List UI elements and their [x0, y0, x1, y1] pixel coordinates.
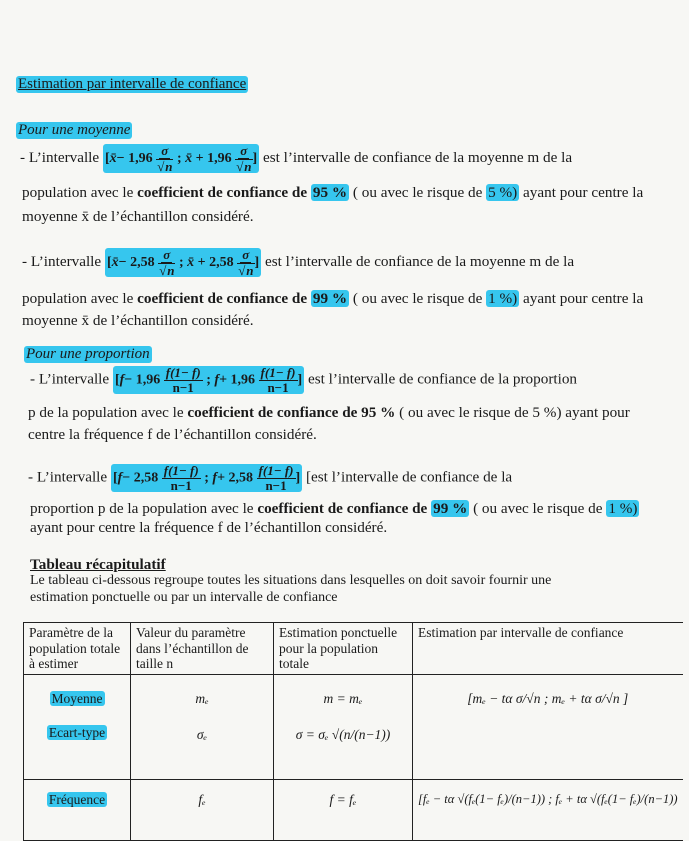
item-text: est l’intervalle de confiance de la moyenne m de la	[262, 149, 573, 167]
risk-pct: 1 %)	[488, 290, 518, 307]
item-text: centre la fréquence f de l’échantillon considéré.	[28, 426, 317, 443]
item-text: est l’intervalle de confiance de la moyenne m de la	[264, 253, 575, 271]
value-text: mₑ	[195, 690, 209, 706]
item-text: ayant pour centre la	[519, 290, 644, 307]
item-prefix: - L’intervalle	[22, 253, 102, 271]
param-label: Fréquence	[48, 791, 106, 807]
interval-cell: [fₑ − tα √(fₑ(1− fₑ)/(n−1)) ; fₑ + tα √(fₑ(1− fₑ)/(n−1))	[413, 779, 683, 840]
item-text: ayant pour centre la fréquence f de l’échantillon considéré.	[30, 519, 388, 536]
recap-heading: Tableau récapitulatif	[30, 556, 166, 573]
item-prefix: - L’intervalle	[20, 149, 100, 167]
item-text: ( ou avec le risque de	[349, 290, 487, 307]
item-text: ayant pour centre la	[519, 184, 644, 201]
table-row	[24, 674, 683, 779]
interval-formula: [f− 1,96 $\frac{f(1- f)}{n-1}$ ; f+ 1,96 $\frac{f(1- f)}{n-1}$ ]	[114, 365, 303, 395]
item-text: ( ou avec le risque de	[469, 500, 607, 517]
item-bold: coefficient de confiance de	[137, 184, 311, 201]
value-text: σₑ	[196, 726, 208, 742]
item-text: est l’intervalle de confiance de la proportion	[307, 370, 578, 388]
page-title: Estimation par intervalle de confiance	[18, 76, 247, 92]
item-text: moyenne x̄ de l’échantillon considéré.	[22, 208, 254, 225]
item-prefix: - L’intervalle	[30, 370, 110, 388]
interval-formula: [f− 2,58 $\frac{f(1- f)}{n-1}$ ; f+ 2,58 $\frac{f(1- f)}{n-1}$ ]	[112, 463, 301, 493]
point-text: m = mₑ	[323, 690, 363, 706]
value-cell: fₑ	[131, 779, 274, 840]
point-cell: f = fₑ	[274, 779, 413, 840]
item-text: ( ou avec le risque de	[349, 184, 487, 201]
point-cell	[274, 674, 413, 779]
interval-cell: [mₑ − tα σ/√n ; mₑ + tα σ/√n ]	[413, 674, 683, 779]
item-text: population avec le	[22, 290, 138, 307]
table-header-row	[24, 623, 683, 675]
column-header: Estimation par intervalle de confiance	[413, 623, 683, 675]
column-header: Valeur du paramètre dans l’échantillon de taille n	[131, 623, 274, 675]
item-bold: coefficient de confiance de	[257, 500, 432, 517]
recap-table	[23, 622, 683, 841]
confidence-pct: 99 %	[312, 290, 348, 307]
item-text: moyenne x̄ de l’échantillon considéré.	[22, 312, 254, 329]
interval-formula: [x̄− 1,96 σ √ n ; x̄ + 1,96 σ √ n ]	[103, 144, 259, 173]
risk-pct: 1 %)	[608, 500, 638, 517]
interval-formula: [x̄− 2,58 σ √ n ; x̄ + 2,58 σ √ n ]	[105, 248, 261, 277]
recap-intro: estimation ponctuelle ou par un intervalle de confiance	[30, 590, 338, 605]
param-label: Moyenne	[51, 690, 103, 706]
item-text: [est l’intervalle de confiance de la	[305, 468, 513, 486]
column-header: Estimation ponctuelle pour la population totale	[274, 623, 413, 675]
recap-intro: Le tableau ci-dessous regroupe toutes les situations dans lesquelles on doit savoir fournir une	[30, 573, 552, 588]
section-heading-mean: Pour une moyenne	[18, 122, 131, 138]
item-text: ( ou avec le risque de 5 %) ayant pour	[395, 404, 630, 421]
item-text: population avec le	[22, 184, 138, 201]
confidence-pct: 95 %	[312, 184, 348, 201]
param-label: Ecart-type	[48, 724, 106, 740]
item-bold: coefficient de confiance de 95 %	[187, 404, 396, 421]
item-bold: coefficient de confiance de	[137, 290, 311, 307]
item-text: proportion p de la population avec le	[30, 500, 258, 517]
risk-pct: 5 %)	[488, 184, 518, 201]
confidence-pct: 99 %	[433, 500, 468, 517]
item-prefix: - L’intervalle	[28, 468, 108, 486]
value-cell	[131, 674, 274, 779]
param-cell	[24, 674, 131, 779]
item-text: p de la population avec le	[28, 404, 188, 421]
section-heading-proportion: Pour une proportion	[26, 346, 150, 362]
column-header: Paramètre de la population totale à estimer	[24, 623, 131, 675]
point-text: σ = σₑ √(n/(n−1))	[295, 726, 391, 742]
